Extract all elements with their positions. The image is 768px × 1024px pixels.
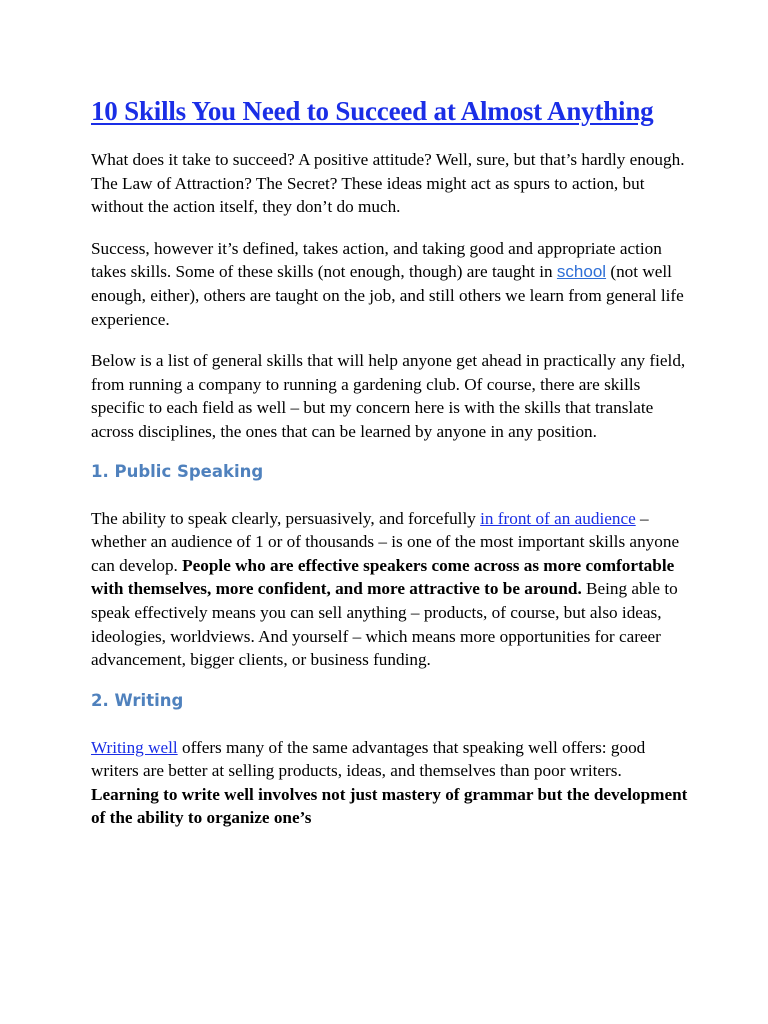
intro-paragraph-2-text-a: Success, however it’s defined, takes action, and taking good and appropriate action takes skills. Some of these skills (not enough, though) are taught in — [91, 238, 662, 282]
public-speaking-text-a: The ability to speak clearly, persuasively, and forcefully — [91, 508, 481, 528]
writing-text-a: offers many of the same advantages that speaking well offers: good writers are better at selling products, ideas, and themselves than poor writers. — [91, 737, 646, 781]
section-heading-writing: 2. Writing — [91, 690, 184, 710]
audience-link[interactable]: in front of an audience — [480, 508, 636, 528]
public-speaking-text-b: – whether an audience of 1 or of thousands – is one of the most important skills anyone can develop. — [91, 508, 680, 575]
writing-bold-text: Learning to write well involves not just mastery of grammar but the development of the ability to organize one’s — [91, 784, 688, 828]
writing-well-link[interactable]: Writing well — [91, 737, 178, 757]
intro-paragraph-2-text-b: (not well enough, either), others are taught on the job, and still others we learn from general life experience. — [91, 262, 684, 329]
article — [91, 94, 691, 830]
intro-paragraph-2 — [91, 237, 691, 331]
public-speaking-bold-text: People who are effective speakers come across as more comfortable with themselves, more confident, and more attractive to be around. — [91, 555, 675, 599]
intro-paragraph-3: Below is a list of general skills that will help anyone get ahead in practically any field, from running a company to running a gardening club. Of course, there are skills specific to each field as well – but my concern here is with the skills that translate across disciplines, the ones that can be learned by anyone in any position. — [91, 351, 686, 441]
public-speaking-text-c: Being able to speak effectively means you can sell anything – products, of course, but also ideas, ideologies, worldviews. And yourself – which means more opportunities for career advancement, bigger clients, or business funding. — [91, 579, 678, 670]
section-paragraph-writing — [91, 736, 691, 830]
article-title — [91, 94, 691, 129]
section-paragraph-public-speaking — [91, 507, 691, 672]
school-link[interactable]: school — [556, 262, 607, 282]
article-title-link[interactable]: 10 Skills You Need to Succeed at Almost Anything — [91, 96, 654, 126]
intro-paragraph-1: What does it take to succeed? A positive attitude? Well, sure, but that’s hardly enough. The Law of Attraction? The Secret? These ideas might act as spurs to action, but without the action itself, they don’t do much. — [91, 150, 685, 217]
section-heading-public-speaking: 1. Public Speaking — [91, 461, 264, 481]
